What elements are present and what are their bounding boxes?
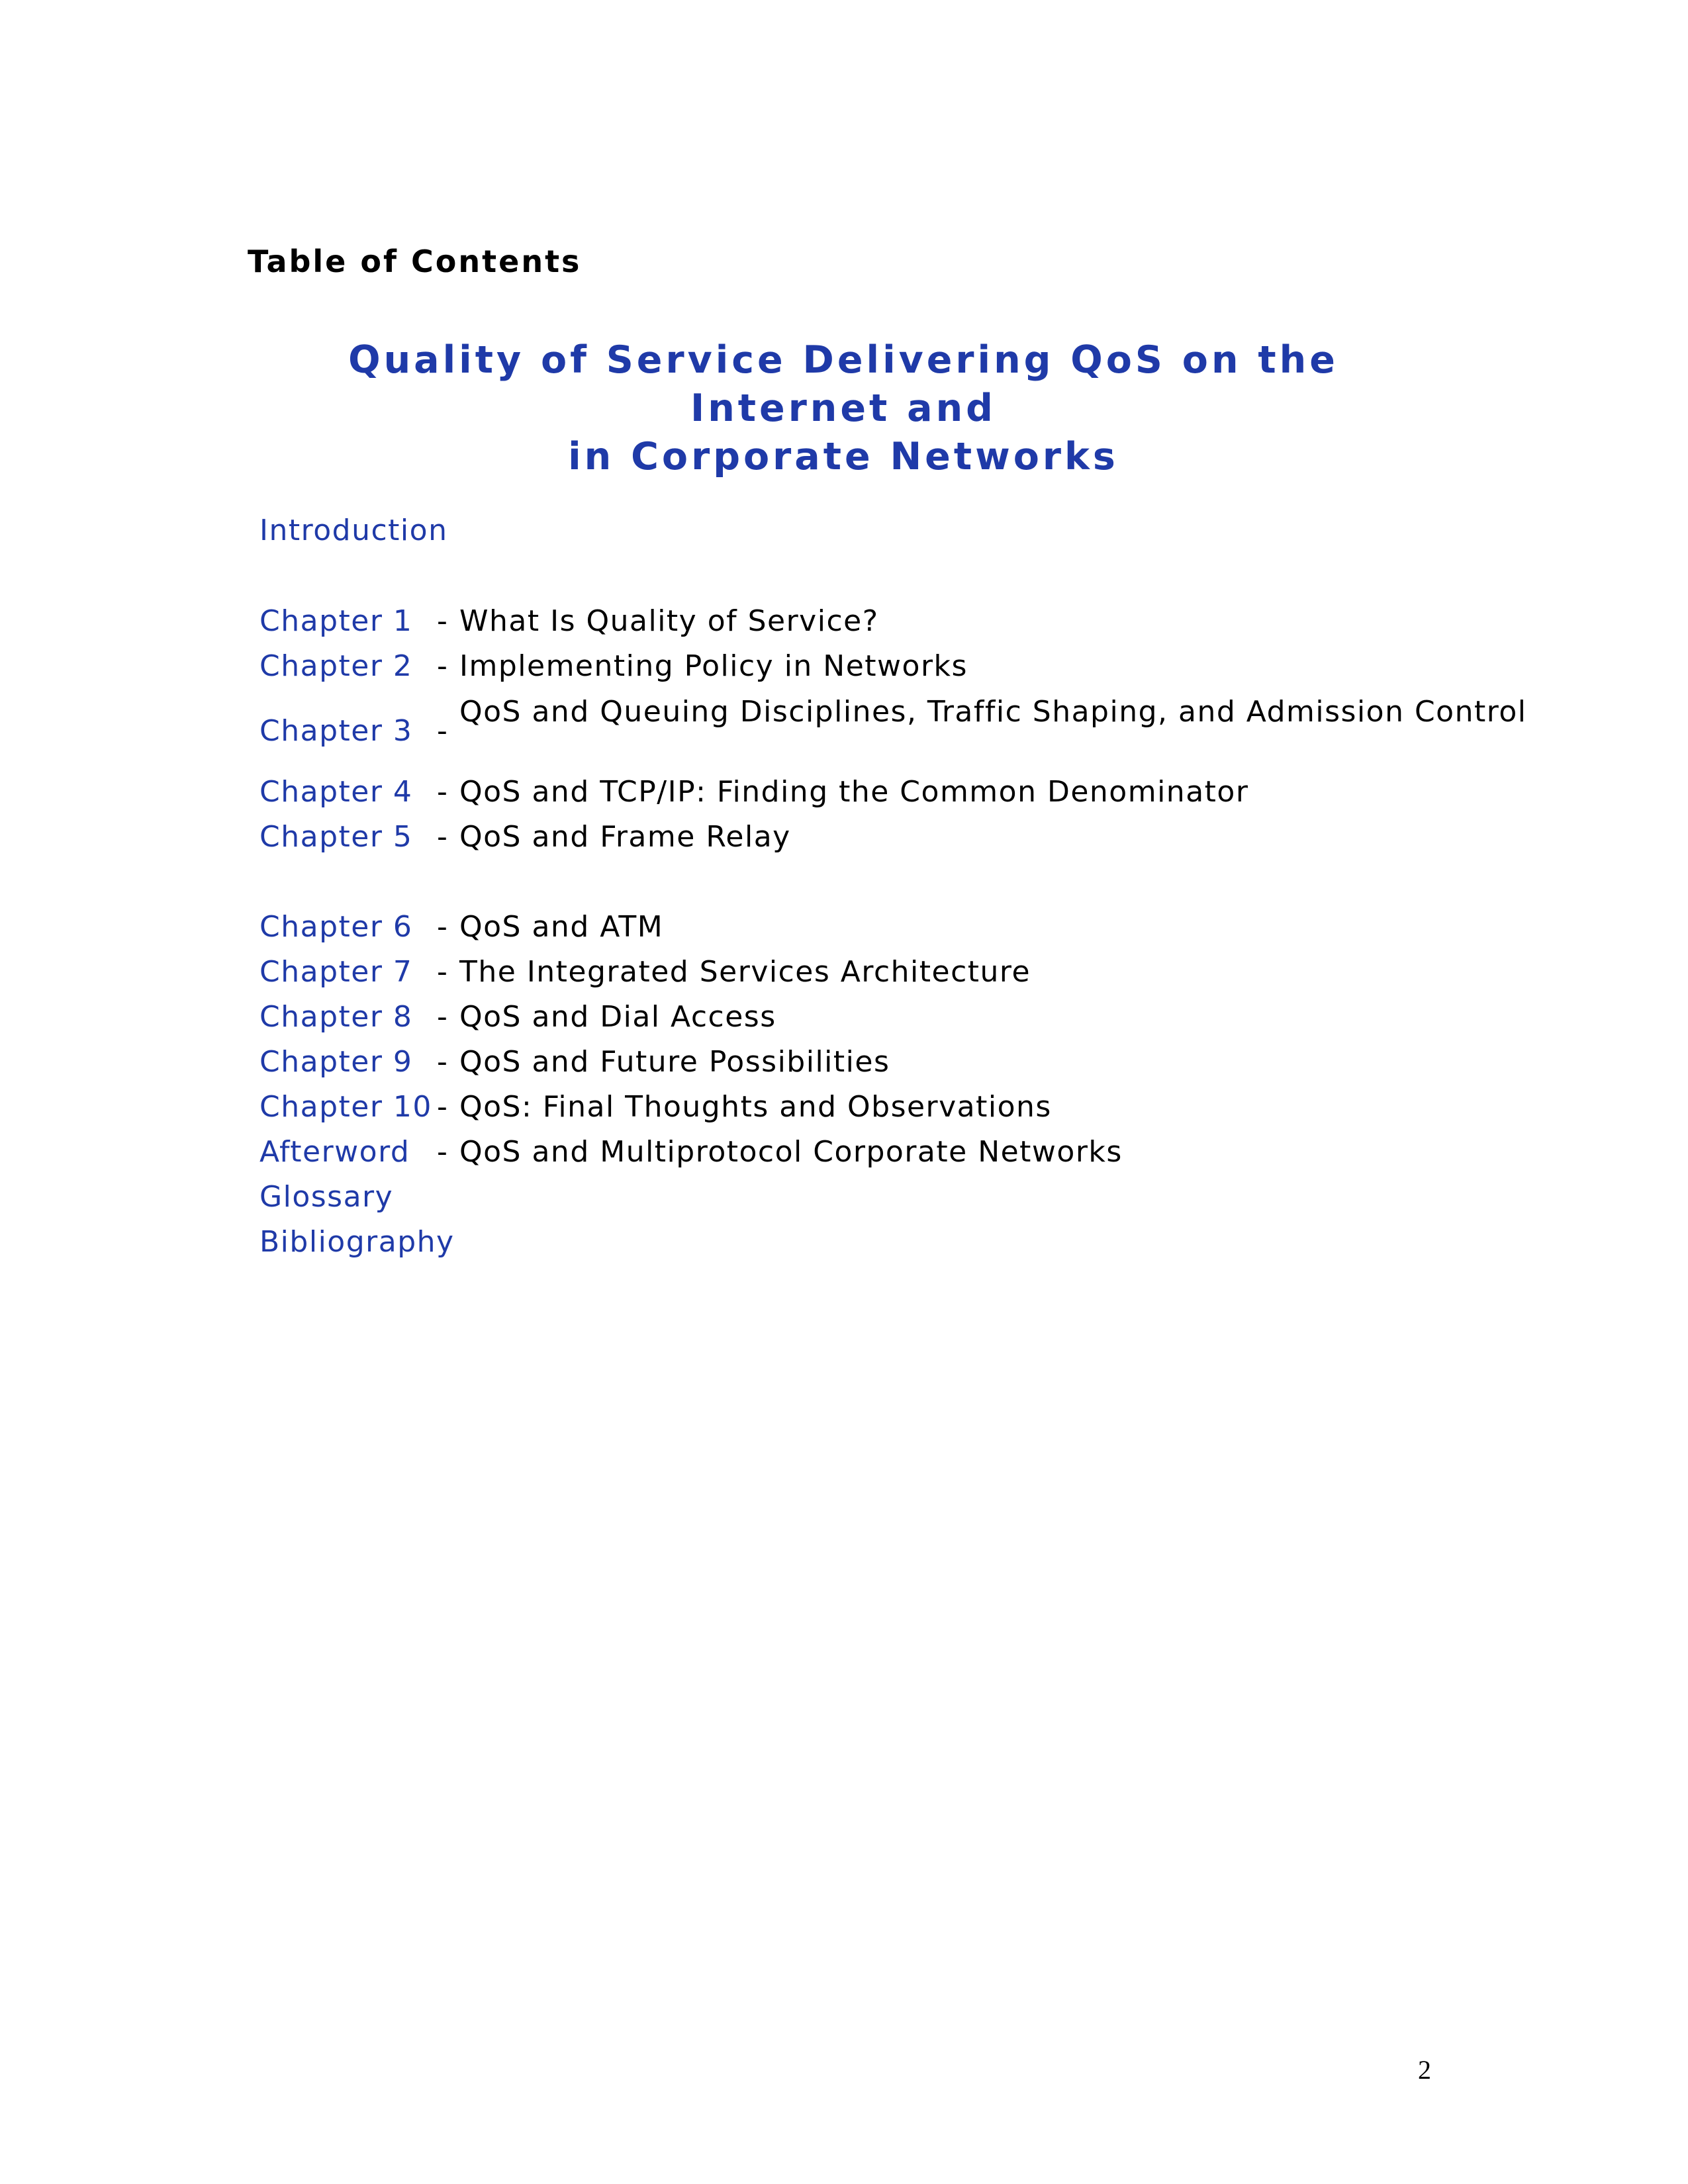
toc-separator: - [437, 1045, 449, 1079]
toc-link-chapter-10[interactable]: Chapter 10 [259, 1090, 432, 1124]
toc-link-chapter-9[interactable]: Chapter 9 [259, 1045, 413, 1079]
toc-link-afterword[interactable]: Afterword [259, 1135, 410, 1169]
toc-link-chapter-2[interactable]: Chapter 2 [259, 649, 413, 683]
toc-separator: - [437, 604, 449, 638]
toc-link-chapter-4[interactable]: Chapter 4 [259, 775, 413, 809]
page-number: 2 [1418, 2055, 1431, 2085]
toc-separator: - [437, 955, 449, 989]
toc-link-chapter-5[interactable]: Chapter 5 [259, 820, 413, 854]
toc-entry-title: QoS and Frame Relay [459, 820, 791, 854]
book-title [248, 336, 1439, 481]
toc-separator: - [437, 714, 449, 748]
toc-separator: - [437, 1000, 449, 1034]
toc-separator: - [437, 820, 449, 854]
toc-link-chapter-8[interactable]: Chapter 8 [259, 1000, 413, 1034]
toc-entry-title: QoS and Future Possibilities [459, 1045, 890, 1079]
toc-heading: Table of Contents [248, 244, 582, 279]
toc-entry-title: What Is Quality of Service? [459, 604, 879, 638]
toc-entry-title: QoS and Queuing Disciplines, Traffic Shaping, and Admission Control [459, 695, 1527, 729]
toc-link-chapter-3[interactable]: Chapter 3 [259, 714, 413, 748]
toc-entry-title: QoS and ATM [459, 910, 664, 944]
toc-entry-title: Implementing Policy in Networks [459, 649, 968, 683]
book-title-line-2: in Corporate Networks [568, 435, 1119, 478]
toc-separator: - [437, 1090, 449, 1124]
toc-entry-title: QoS and TCP/IP: Finding the Common Denominator [459, 775, 1249, 809]
toc-entry-title: QoS: Final Thoughts and Observations [459, 1090, 1052, 1124]
toc-separator: - [437, 910, 449, 944]
toc-link-introduction[interactable]: Introduction [259, 514, 448, 547]
toc-entry-title: The Integrated Services Architecture [459, 955, 1031, 989]
toc-separator: - [437, 649, 449, 683]
toc-entry-title: QoS and Dial Access [459, 1000, 776, 1034]
toc-link-bibliography[interactable]: Bibliography [259, 1225, 455, 1259]
toc-entry-title: QoS and Multiprotocol Corporate Networks [459, 1135, 1123, 1169]
toc-link-chapter-6[interactable]: Chapter 6 [259, 910, 413, 944]
toc-link-chapter-7[interactable]: Chapter 7 [259, 955, 413, 989]
toc-separator: - [437, 1135, 449, 1169]
book-title-line-1: Quality of Service Delivering QoS on the Internet and [348, 338, 1338, 430]
toc-link-glossary[interactable]: Glossary [259, 1180, 394, 1214]
toc-link-chapter-1[interactable]: Chapter 1 [259, 604, 413, 638]
toc-separator: - [437, 775, 449, 809]
